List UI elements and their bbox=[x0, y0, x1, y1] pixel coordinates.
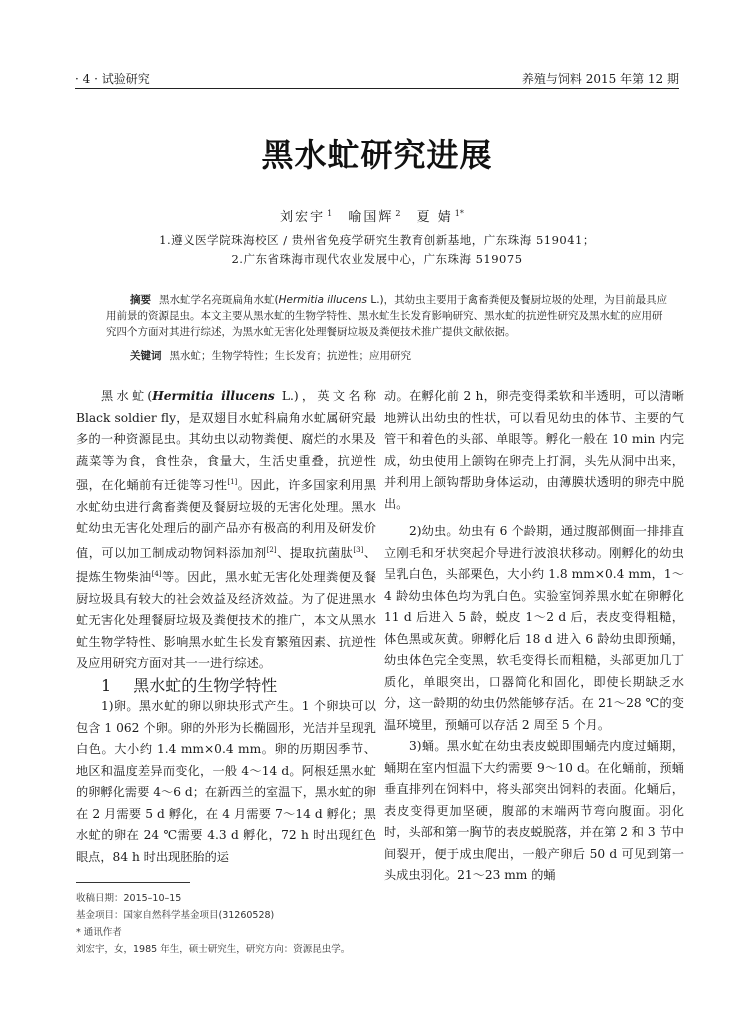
keywords bbox=[130, 348, 411, 363]
author-name: 刘宏宇 bbox=[280, 210, 326, 225]
egg-paragraph-cont: 动。在孵化前 2 h，卵壳变得柔软和半透明，可以清晰地辨认出幼虫的性状，可以看见幼虫的体节、主要的气管干和着色的头部、单眼等。孵化一般在 10 min 内完成，幼虫使用上颌钩在卵壳上打洞，头先从洞中出来，并利用上颌钩帮助身体运动，由薄膜状透明的卵壳中脱出。 bbox=[384, 389, 684, 511]
right-column bbox=[384, 386, 684, 887]
running-header bbox=[75, 70, 679, 89]
species-name: Hermitia illucens bbox=[278, 294, 367, 306]
abstract-text: 黑水虻学名亮斑扁角水虻( bbox=[159, 294, 279, 306]
abstract bbox=[106, 292, 668, 340]
footnote-divider bbox=[76, 882, 190, 883]
journal-issue: 养殖与饲料 2015 年第 12 期 bbox=[521, 72, 679, 86]
author-bio: 刘宏宇，女，1985 年生，硕士研究生，研究方向：资源昆虫学。 bbox=[76, 944, 351, 955]
affiliation-2: 2.广东省珠海市现代农业发展中心，广东珠海 519075 bbox=[231, 252, 523, 266]
intro-paragraph: 黑水虻(Hermitia illucens L.)，英文名称 Black soldier fly，是双翅目水虻科扁角水虻属研究最多的一种资源昆虫。其幼虫以动物粪便、腐烂的水果及蔬菜等为食，食性杂，食量大，生活史重叠，抗逆性强，在化蛹前有迁徙等习性[1]。因此，许多国家利用黑水虻幼虫进行禽畜粪便及餐厨垃圾的无害化处理。黑水虻幼虫无害化处理后的副产品亦有极高的利用及研发价值，可以加工制成动物饲料添加剂[2]、提取抗菌肽[3]、提炼生物柴油[4]等。因此，黑水虻无害化处理粪便及餐厨垃圾具有较大的社会效益及经济效益。为了促进黑水虻无害化处理餐厨垃圾及粪便技术的推广，本文从黑水虻生物学特性、影响黑水虻生长发育繁殖因素、抗逆性及应用研究方面对其一一进行综述。 bbox=[76, 389, 377, 671]
citation[interactable]: [4] bbox=[151, 570, 162, 579]
author-name: 喻国辉 bbox=[348, 210, 394, 225]
citation[interactable]: [3] bbox=[353, 545, 364, 554]
author-list bbox=[0, 206, 754, 225]
received-date: 收稿日期：2015–10–15 bbox=[76, 893, 182, 904]
page-section-label: · 4 · 试验研究 bbox=[75, 72, 150, 86]
author-affil-mark: 1* bbox=[454, 208, 464, 218]
abstract-text: L.)，其幼虫主要用于禽畜粪便及餐厨垃圾的处理，为目前最具应用前景的资源昆虫。本文主要从黑水虻的生物学特性、黑水虻生长发育影响研究、黑水虻的抗逆性研究及黑水虻的应用研究四个方面对其进行综述，为黑水虻无害化处理餐厨垃圾及粪便技术推广提供文献依据。 bbox=[106, 294, 668, 338]
citation[interactable]: [2] bbox=[266, 545, 277, 554]
author-affil-mark: 2 bbox=[395, 208, 401, 218]
author-affil-mark: 1 bbox=[327, 208, 333, 218]
affiliation-1: 1.遵义医学院珠海校区 / 贵州省免疫学研究生教育创新基地，广东珠海 519041； bbox=[159, 233, 595, 247]
keywords-label: 关键词 bbox=[130, 350, 162, 362]
footnotes bbox=[76, 890, 350, 958]
funding: 基金项目：国家自然科学基金项目(31260528) bbox=[76, 910, 275, 921]
egg-paragraph: 1)卵。黑水虻的卵以卵块形式产生。1 个卵块可以包含 1 062 个卵。卵的外形为长椭圆形，光洁并呈现乳白色。大小约 1.4 mm×0.4 mm。卵的历期因季节、地区和温度差异而变化，一般 4～14 d。阿根廷黑水虻的卵孵化需要 4～6 d；在新西兰的室温下，黑水虻的卵在 2 月需要 5 d 孵化，在 4 月需要 7～14 d 孵化；黑水虻的卵在 24 ℃需要 4.3 d 孵化，72 h 时出现红色眼点，84 h 时出现胚胎的运 bbox=[76, 699, 376, 864]
larva-paragraph: 2)幼虫。幼虫有 6 个龄期，通过腹部侧面一排排直立刚毛和牙状突起介导进行波浪状移动。刚孵化的幼虫呈乳白色，头部栗色，大小约 1.8 mm×0.4 mm，1～4 龄幼虫体色均为乳白色。实验室饲养黑水虻在卵孵化 11 d 后进入 5 龄，蜕皮 1～2 d 后，表皮变得粗糙，体色黑或灰黄。卵孵化后 18 d 进入 6 龄幼虫即预蛹，幼虫体色完全变黑，软毛变得长而粗糙，头部更加几丁质化，单眼突出，口器简化和固化，即使长期缺乏水分，这一龄期的幼虫仍然能够存活。在 21～28 ℃的变温环境里，预蛹可以存活 2 周至 5 个月。 bbox=[384, 524, 684, 732]
pupa-paragraph: 3)蛹。黑水虻在幼虫表皮蜕即围蛹壳内度过蛹期，蛹期在室内恒温下大约需要 9～10 d。在化蛹前，预蛹垂直排列在饲料中，将头部突出饲料的表面。化蛹后，表皮变得更加坚硬，腹部的末端两节弯向腹面。羽化时，头部和第一胸节的表皮蜕脱落，并在第 2 和 3 节中间裂开，便于成虫爬出，一般产卵后 50 d 可见到第一头成虫羽化。21～23 mm 的蛹 bbox=[384, 739, 684, 882]
citation[interactable]: [1] bbox=[227, 478, 238, 486]
section-heading: 1 黑水虻的生物学特性 bbox=[101, 675, 278, 695]
corresponding-author: * 通讯作者 bbox=[76, 927, 122, 938]
abstract-label: 摘要 bbox=[130, 294, 151, 306]
author-name: 夏 婧 bbox=[416, 210, 453, 225]
left-column bbox=[76, 386, 376, 868]
paper-title: 黑水虻研究进展 bbox=[261, 136, 493, 174]
keywords-text: 黑水虻；生物学特性；生长发育；抗逆性；应用研究 bbox=[169, 350, 411, 362]
